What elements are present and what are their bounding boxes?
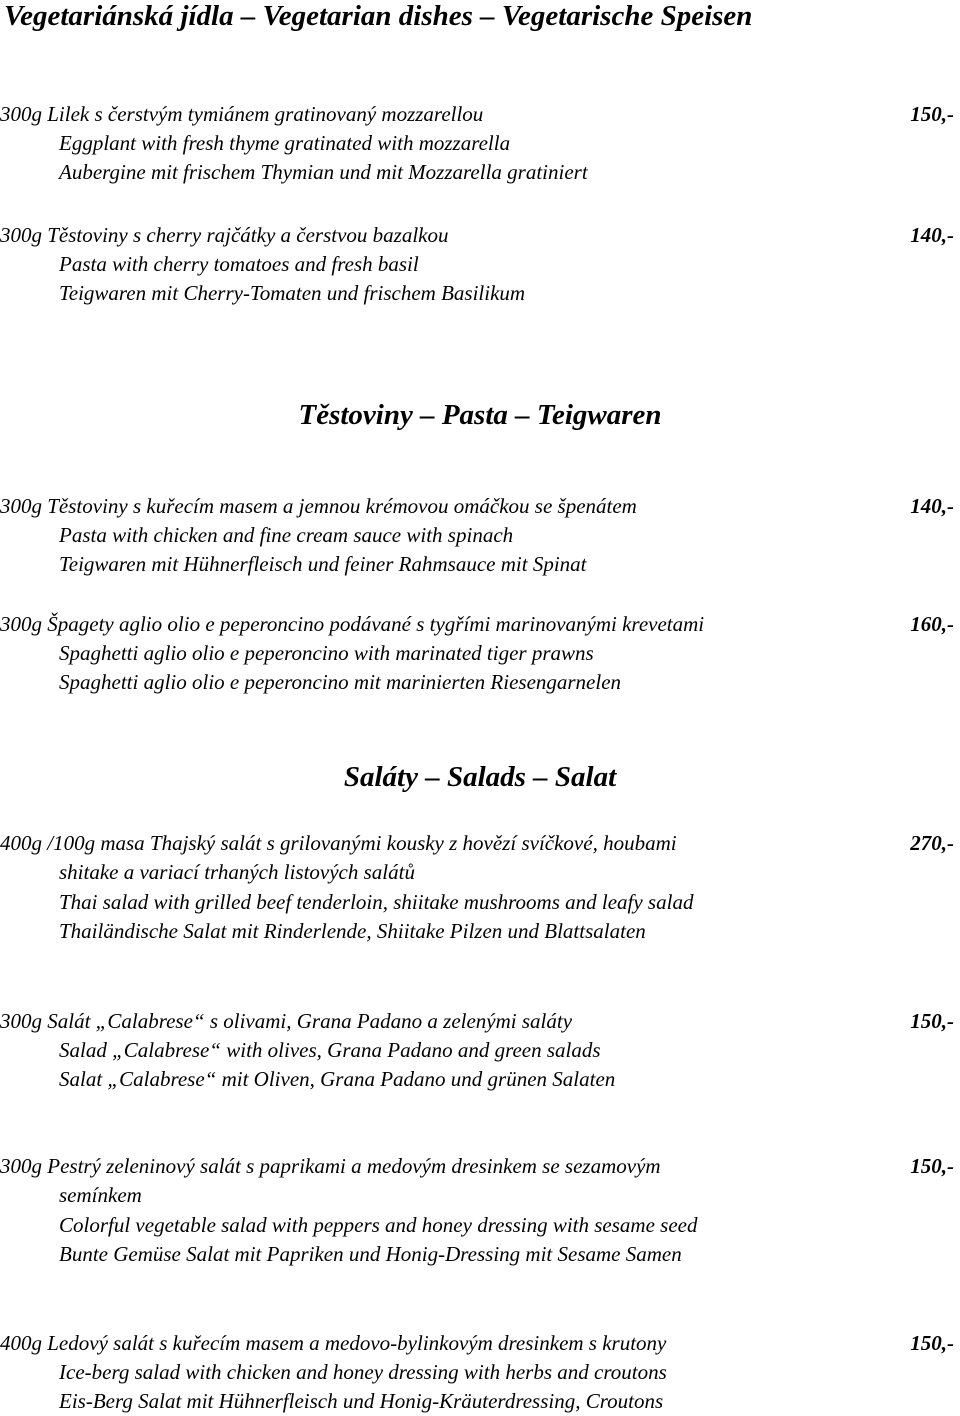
dish-name-cs: 300g Těstoviny s kuřecím masem a jemnou krémovou omáčkou se špenátem: [0, 494, 637, 518]
dish-price: 270,-: [910, 831, 954, 855]
dish-name-de: Eis-Berg Salat mit Hühnerfleisch und Honig-Kräuterdressing, Croutons: [59, 1389, 664, 1413]
dish-name-en: Pasta with chicken and fine cream sauce with spinach: [59, 523, 514, 547]
dish-name-de: Teigwaren mit Cherry-Tomaten und frischem Basilikum: [59, 281, 526, 305]
dish-name-en: Colorful vegetable salad with peppers and honey dressing with sesame seed: [59, 1213, 698, 1237]
dish-name-en: Eggplant with fresh thyme gratinated with mozzarella: [59, 131, 511, 155]
dish-price: 150,-: [910, 102, 954, 126]
dish-name-de: Aubergine mit frischem Thymian und mit Mozzarella gratiniert: [59, 160, 588, 184]
dish-name-en: Salad „Calabrese“ with olives, Grana Padano and green salads: [59, 1038, 601, 1062]
dish-name-cs: 400g Ledový salát s kuřecím masem a medovo-bylinkovým dresinkem s krutony: [0, 1331, 667, 1355]
dish-price: 150,-: [910, 1009, 954, 1033]
dish-name-en: Thai salad with grilled beef tenderloin, shiitake mushrooms and leafy salad: [59, 890, 694, 914]
dish-name-en: Ice-berg salad with chicken and honey dressing with herbs and croutons: [59, 1360, 667, 1384]
dish-price: 140,-: [910, 223, 954, 247]
dish-name-de: Bunte Gemüse Salat mit Papriken und Honig-Dressing mit Sesame Samen: [59, 1242, 682, 1266]
dish-name-cs: 300g Těstoviny s cherry rajčátky a čerstvou bazalkou: [0, 223, 449, 247]
dish-name-cs: 400g /100g masa Thajský salát s grilovanými kousky z hovězí svíčkové, houbami: [0, 831, 677, 855]
dish-price: 150,-: [910, 1154, 954, 1178]
dish-price: 140,-: [910, 494, 954, 518]
dish-name-de: Teigwaren mit Hühnerfleisch und feiner Rahmsauce mit Spinat: [59, 552, 587, 576]
dish-name-de: Spaghetti aglio olio e peperoncino mit marinierten Riesengarnelen: [59, 670, 622, 694]
dish-price: 160,-: [910, 612, 954, 636]
dish-name-cs: 300g Špagety aglio olio e peperoncino podávané s tygřími marinovanými krevetami: [0, 612, 705, 636]
dish-name-de: Thailändische Salat mit Rinderlende, Shiitake Pilzen und Blattsalaten: [59, 919, 646, 943]
dish-name-cs: 300g Lilek s čerstvým tymiánem gratinovaný mozzarellou: [0, 102, 484, 126]
dish-name-cs-cont: shitake a variací trhaných listových salátů: [59, 860, 415, 884]
page-title: Vegetariánská jídla – Vegetarian dishes – Vegetarische Speisen: [4, 0, 753, 32]
dish-name-de: Salat „Calabrese“ mit Oliven, Grana Padano und grünen Salaten: [59, 1067, 616, 1091]
dish-price: 150,-: [910, 1331, 954, 1355]
dish-name-cs: 300g Salát „Calabrese“ s olivami, Grana Padano a zelenými saláty: [0, 1009, 573, 1033]
dish-name-cs-cont: semínkem: [59, 1183, 142, 1207]
section-heading-salads: Saláty – Salads – Salat: [343, 761, 617, 793]
dish-name-en: Spaghetti aglio olio e peperoncino with marinated tiger prawns: [59, 641, 594, 665]
dish-name-en: Pasta with cherry tomatoes and fresh basil: [59, 252, 419, 276]
dish-name-cs: 300g Pestrý zeleninový salát s paprikami a medovým dresinkem se sezamovým: [0, 1154, 661, 1178]
section-heading-pasta: Těstoviny – Pasta – Teigwaren: [298, 399, 662, 431]
